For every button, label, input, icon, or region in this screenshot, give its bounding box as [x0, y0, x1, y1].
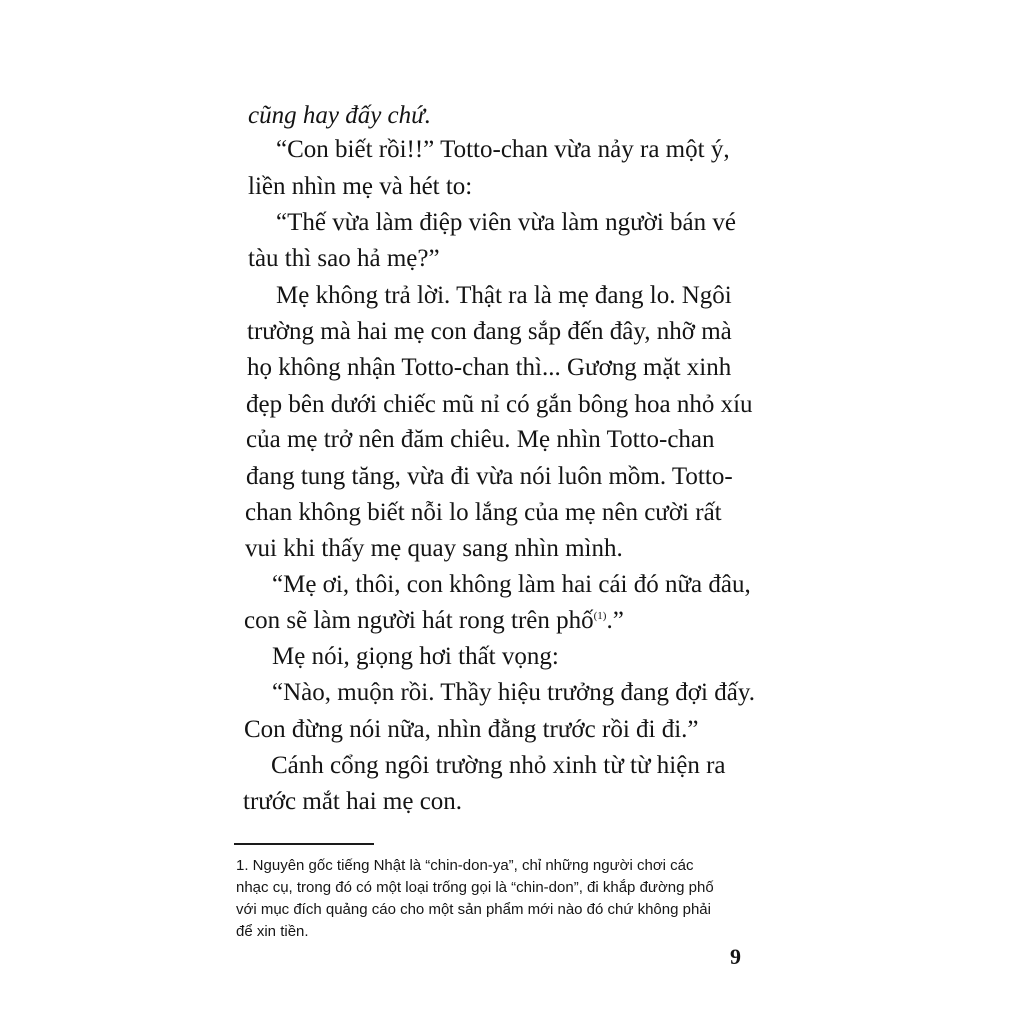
text-line: tàu thì sao hả mẹ?” [248, 245, 440, 272]
text-line: liền nhìn mẹ và hét to: [248, 173, 473, 200]
text-line: họ không nhận Totto-chan thì... Gương mặt xinh [247, 354, 732, 381]
text-line: vui khi thấy mẹ quay sang nhìn mình. [245, 535, 623, 562]
text-line: trường mà hai mẹ con đang sắp đến đây, nhỡ mà [247, 318, 732, 345]
text-line: “Mẹ ơi, thôi, con không làm hai cái đó nữa đâu, [272, 571, 751, 598]
text-line: “Con biết rồi!!” Totto-chan vừa nảy ra một ý, [276, 136, 730, 163]
text-line: chan không biết nỗi lo lắng của mẹ nên cười rất [245, 499, 722, 526]
footnote-line: với mục đích quảng cáo cho một sản phẩm mới nào đó chứ không phải [236, 901, 711, 918]
text-line: “Nào, muộn rồi. Thầy hiệu trưởng đang đợi đấy. [272, 679, 755, 706]
text-line: “Thế vừa làm điệp viên vừa làm người bán vé [276, 209, 736, 236]
text-line: đẹp bên dưới chiếc mũ nỉ có gắn bông hoa nhỏ xíu [246, 391, 753, 418]
text-line: Con đừng nói nữa, nhìn đằng trước rồi đi đi.” [244, 716, 699, 743]
footnote-marker: (1) [593, 610, 607, 622]
text-line: của mẹ trở nên đăm chiêu. Mẹ nhìn Totto-chan [246, 426, 715, 453]
text-segment: .” [606, 607, 624, 634]
text-segment: con sẽ làm người hát rong trên phố [244, 607, 594, 634]
text-line: Cánh cổng ngôi trường nhỏ xinh từ từ hiện ra [271, 752, 726, 779]
text-line: Mẹ nói, giọng hơi thất vọng: [272, 643, 559, 670]
text-line: trước mắt hai mẹ con. [243, 788, 463, 815]
text-line: Mẹ không trả lời. Thật ra là mẹ đang lo. Ngôi [276, 282, 732, 309]
text-line-with-footnote [244, 608, 624, 633]
text-line: cũng hay đấy chứ. [248, 102, 432, 129]
text-line: đang tung tăng, vừa đi vừa nói luôn mồm. Totto- [246, 463, 733, 490]
footnote-line: 1. Nguyên gốc tiếng Nhật là “chin-don-ya”, chỉ những người chơi các [236, 857, 694, 874]
footnote-line: để xin tiền. [236, 923, 309, 940]
footnote-line: nhạc cụ, trong đó có một loại trống gọi là “chin-don”, đi khắp đường phố [236, 879, 714, 896]
page-number: 9 [730, 944, 741, 969]
footnote-divider [234, 843, 374, 845]
